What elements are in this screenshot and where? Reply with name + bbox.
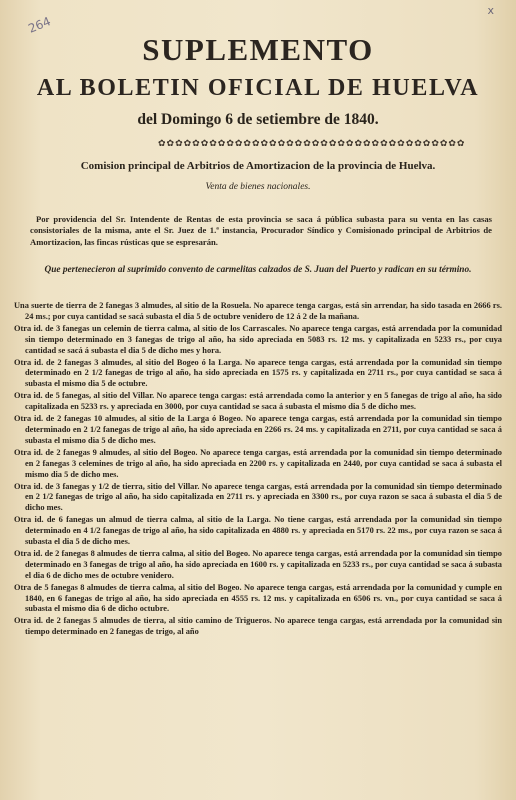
masthead-subtitle: AL BOLETIN OFICIAL DE HUELVA (36, 75, 480, 101)
intro-paragraph: Por providencia del Sr. Intendente de Rentas de esta provincia se saca á pública subasta para su venta en las casas consistoriales de la misma, ante el Sr. Juez de 1.ª instancia, Procurador Síndico y Comisionado principal de Arbitrios de Amortizacion, las fincas rústicas que se espresarán. (30, 213, 492, 247)
property-entry: Una suerte de tierra de 2 fanegas 3 almudes, al sitio de la Rosuela. No aparece tenga cargas, está sin arrendar, ha sido tasada en 2666 rs. 24 ms.; por cuya cantidad se sacá subasta el dia 5 de octubre venidero de 12 á 2 de la mañana. (14, 301, 502, 321)
section-subheading: Venta de bienes nacionales. (205, 182, 311, 192)
ornamental-divider: ✿✿✿✿✿✿✿✿✿✿✿✿✿✿✿✿✿✿✿✿✿✿✿✿✿✿✿✿✿✿✿✿✿✿✿✿ (158, 139, 466, 149)
property-entry: Otra id. de 2 fanegas 5 almudes de tierra, al sitio camino de Trigueros. No aparece tenga cargas, está arrendada por la comunidad sin tiempo determinado en 2 fanegas de trigo, al año (14, 616, 502, 637)
property-entry: Otra id. de 3 fanegas un celemin de tierra calma, al sitio de los Carrascales. No aparece tenga cargas, está arrendada por la comunidad sin tiempo determinado en 3 fanegas de trigo al año, ha sido apreciada en 5083 rs. 12 ms. y capitalizada en 5233 rs., por cuya cantidad se sacá á subasta el dia 5 de dicho mes y hora. (14, 323, 502, 355)
property-entry: Otra id. de 2 fanegas 3 almudes, al sitio del Bogeo ó la Larga. No aparece tenga cargas, está arrendada por la comunidad sin tiempo determinado en 2 1/2 fanegas de trigo al año, ha sido apreciada en 1575 rs. y capitalizada en 2711 rs., por cuya cantidad se saca á subasta el mismo dia 5 de octubre. (14, 357, 502, 389)
origin-note: Que pertenecieron al suprimido convento de carmelitas calzados de S. Juan del Puerto y radican en su término. (44, 265, 472, 275)
property-list (14, 301, 502, 639)
section-heading: Comision principal de Arbitrios de Amortizacion de la provincia de Huelva. (80, 160, 436, 172)
property-entry: Otra id. de 2 fanegas 8 almudes de tierra calma, al sitio del Bogeo. No aparece tenga cargas, está arrendada por la comunidad sin tiempo determinado en 3 fanegas de trigo al año, ha sido apreciada en 1600 rs. y capitalizada en 5233 rs., por cuya cantidad se saca á subasta el dia 6 de dicho mes de octubre venidero. (14, 548, 502, 580)
handwritten-page-number: 264 (26, 14, 53, 36)
property-entry: Otra id. de 2 fanegas 10 almudes, al sitio de la Larga ó Bogeo. No aparece tenga cargas, está arrendada por la comunidad sin tiempo determinado en 2 1/2 fanegas de trigo al año, ha sido apreciada en 2266 rs. 24 ms. y capitalizada en 2711, por cuya cantidad se saca á subasta el mismo dia 5 de dicho mes. (14, 414, 502, 445)
property-entry: Otra de 5 fanegas 8 almudes de tierra calma, al sitio del Bogeo. No aparece tenga cargas, está arrendada por la comunidad y cumple en 1840, en 6 fanegas de trigo al año, ha sido apreciada en 4555 rs. 12 ms. y capitalizada en 6506 rs. vn., por cuya cantidad se saca á subasta el mismo dia 6 de dicho octubre. (14, 582, 502, 614)
issue-date: del Domingo 6 de setiembre de 1840. (137, 111, 379, 128)
property-entry: Otra id. de 5 fanegas, al sitio del Villar. No aparece tenga cargas: está arrendada como la anterior y en 5 fanegas de trigo al año, ha sido capitalizada en 5233 rs. y apreciada en 3000, por cuya cantidad se saca á subasta el mismo dia 5 de dicho mes. (14, 391, 502, 412)
property-entry: Otra id. de 6 fanegas un almud de tierra calma, al sitio de la Larga. No tiene cargas, está arrendada por la comunidad sin tiempo determinado en 4 1/2 fanegas de trigo al año, ha sido capitalizada en 4880 rs. y apreciada en 5170 rs. 22 ms., por cuya razon se saca á subasta el dia 5 de dicho mes. (14, 515, 502, 547)
masthead-title: SUPLEMENTO (142, 32, 374, 67)
property-entry: Otra id. de 2 fanegas 9 almudes, al sitio del Bogeo. No aparece tenga cargas, está arrendada por la comunidad sin tiempo determinado en 2 fanegas 3 celemines de trigo al año, ha sido apreciada en 2200 rs. y capitalizada en 2440, por cuya cantidad se saca á subasta el mismo dia 5 de dicho mes. (14, 447, 502, 479)
property-entry: Otra id. de 3 fanegas y 1/2 de tierra, sitio del Villar. No aparece tenga cargas, está arrendada por la comunidad sin tiempo determinado en 2 1/2 fanegas de trigo al año, ha sido capitalizada en 2711 rs. y apreciada en 3300 rs., por cuya razon se saca á subasta el dia 5 de dicho mes. (14, 481, 502, 513)
handwritten-mark: x (487, 4, 494, 17)
